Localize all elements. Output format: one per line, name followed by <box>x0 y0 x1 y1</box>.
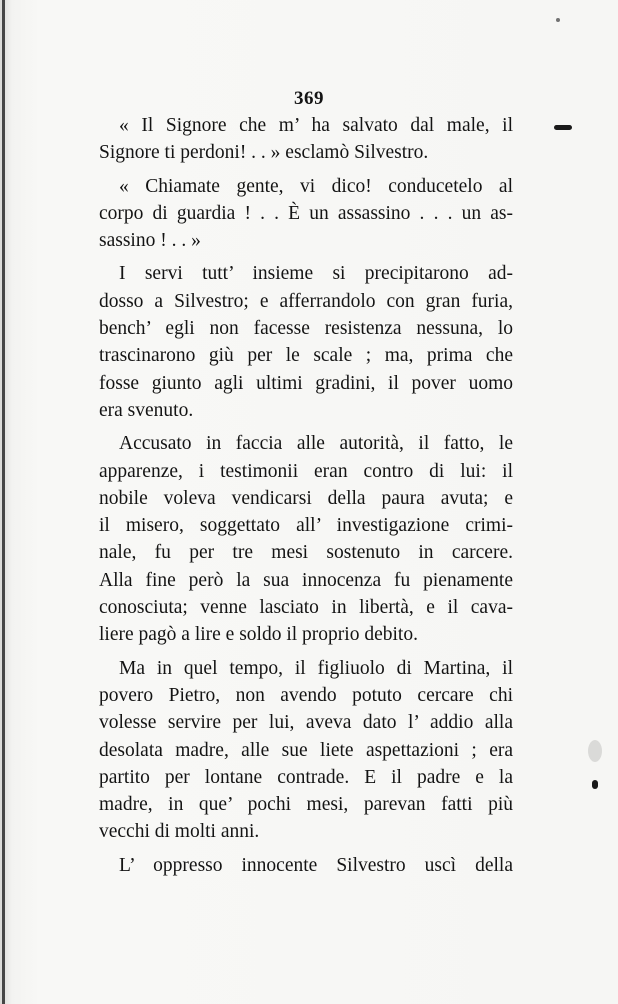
text-line: conosciuta; venne lasciato in libertà, e il cava- <box>99 597 513 619</box>
text-line: nale, fu per tre mesi sostenuto in carcere. <box>99 542 513 564</box>
scan-speck <box>554 125 572 130</box>
paragraph <box>99 430 513 648</box>
text-line: Alla fine però la sua innocenza fu pienamente <box>99 569 513 591</box>
text-line: « Il Signore che m’ ha salvato dal male, il <box>119 115 513 136</box>
text-line: Accusato in faccia alle autorità, il fatto, le <box>119 433 513 455</box>
text-line: era svenuto. <box>99 399 194 421</box>
scan-speck <box>592 780 598 789</box>
text-line: trascinarono giù per le scale ; ma, prima che <box>99 345 513 367</box>
scan-speck <box>588 740 602 762</box>
text-line: Signore ti perdoni! . . » esclamò Silvestro. <box>99 142 429 164</box>
body-text <box>99 112 513 879</box>
text-line: sassino ! . . » <box>99 230 201 252</box>
text-line: « Chiamate gente, vi dico! conducetelo al <box>119 175 513 197</box>
page-binding-edge <box>2 0 5 1004</box>
text-line: fosse giunto agli ultimi gradini, il pover uomo <box>99 372 513 394</box>
text-line: dosso a Silvestro; e afferrandolo con gran furia, <box>99 290 513 312</box>
text-line: il misero, soggettato all’ investigazione crimi- <box>99 515 513 537</box>
text-line: Ma in quel tempo, il figliuolo di Martina, il <box>119 657 513 679</box>
text-line: apparenze, i testimonii eran contro di lui: il <box>99 460 513 482</box>
page-number: 369 <box>294 88 324 109</box>
text-line: madre, in que’ pochi mesi, parevan fatti più <box>99 794 513 816</box>
paragraph <box>99 852 513 879</box>
text-line: bench’ egli non facesse resistenza nessuna, lo <box>99 318 513 340</box>
text-line: volesse servire per lui, aveva dato l’ addio alla <box>99 712 513 734</box>
text-line: corpo di guardia ! . . È un assassino . . . un as- <box>99 202 513 224</box>
scan-speck <box>556 18 560 22</box>
paragraph <box>99 112 513 167</box>
text-line: I servi tutt’ insieme si precipitarono ad- <box>119 263 513 285</box>
text-line: povero Pietro, non avendo potuto cercare chi <box>99 684 513 706</box>
text-line: desolata madre, alle sue liete aspettazioni ; era <box>99 739 513 761</box>
paragraph <box>99 173 513 255</box>
text-line: vecchi di molti anni. <box>99 821 260 843</box>
text-line: L’ oppresso innocente Silvestro uscì della <box>119 854 513 876</box>
text-line: liere pagò a lire e soldo il proprio debito. <box>99 624 418 646</box>
text-line: partito per lontane contrade. E il padre e la <box>99 766 513 788</box>
paragraph <box>99 260 513 424</box>
text-line: nobile voleva vendicarsi della paura avuta; e <box>99 487 513 509</box>
paragraph <box>99 655 513 846</box>
